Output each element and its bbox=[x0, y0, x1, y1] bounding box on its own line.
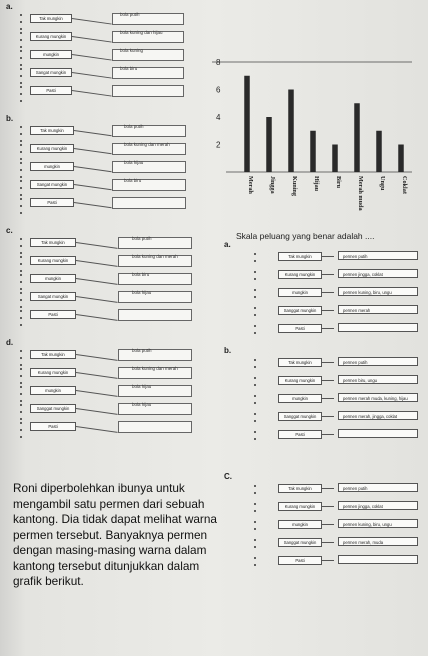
section-b bbox=[8, 116, 208, 216]
section-letter: a. bbox=[6, 2, 13, 11]
y-tick-label: 6 bbox=[216, 85, 221, 95]
y-tick-label: 8 bbox=[216, 58, 221, 67]
option-letter: b. bbox=[224, 346, 232, 355]
option-answer-text: permen jingga, coklat bbox=[338, 501, 418, 510]
option-answer-text: permen merah muda, kuning, hijau bbox=[338, 393, 418, 402]
option-answer-text: permen putih bbox=[338, 357, 418, 366]
answer-box[interactable] bbox=[118, 385, 192, 397]
probability-label-box: Tak mungkin bbox=[278, 484, 322, 493]
probability-label-box: mungkin bbox=[278, 394, 322, 403]
scale-dots bbox=[20, 86, 22, 107]
option-answer-text: permen jingga, coklat bbox=[338, 269, 418, 278]
section-d bbox=[8, 340, 208, 440]
candy-bar-chart bbox=[212, 52, 418, 226]
category-label: Hijau bbox=[313, 176, 320, 192]
connector-line bbox=[74, 184, 112, 190]
option-answer-text bbox=[338, 555, 418, 564]
scale-item-text: bola biru bbox=[124, 178, 142, 183]
probability-label-box: Kurang mungkin bbox=[278, 376, 322, 385]
connector-line bbox=[76, 390, 118, 397]
scale-dots bbox=[254, 271, 256, 285]
option-letter: C. bbox=[224, 472, 232, 481]
option-c bbox=[224, 472, 422, 578]
bar bbox=[288, 90, 294, 173]
scale-item-text: bola kuning bbox=[120, 48, 144, 53]
bar bbox=[244, 76, 250, 172]
section-letter: b. bbox=[6, 114, 14, 123]
paragraph-line: dengan masing-masing warna dalam bbox=[13, 543, 207, 557]
paragraph-line: permen tersebut. Banyaknya permen bbox=[13, 527, 208, 542]
scale-dots bbox=[254, 289, 256, 303]
option-answer-text: permen merah, muda bbox=[338, 537, 418, 546]
answer-box[interactable] bbox=[118, 421, 192, 433]
bar bbox=[332, 145, 338, 173]
section-a bbox=[8, 4, 208, 102]
scale-dots bbox=[254, 557, 256, 571]
section-letter: c. bbox=[6, 226, 13, 235]
paragraph-line: mengambil satu permen dari sebuah bbox=[13, 496, 205, 511]
probability-label-box: mungkin bbox=[30, 386, 76, 395]
probability-label-box: Pasti bbox=[278, 324, 322, 333]
bar bbox=[266, 117, 272, 172]
category-label: Biru bbox=[335, 176, 342, 189]
scale-dots bbox=[254, 307, 256, 321]
connector-line bbox=[74, 130, 112, 136]
connector-line bbox=[76, 296, 118, 303]
scale-dots bbox=[254, 253, 256, 267]
scale-dots bbox=[20, 198, 22, 219]
option-b bbox=[224, 346, 422, 444]
connector-line bbox=[322, 256, 334, 257]
probability-label-box: Pasti bbox=[30, 422, 76, 431]
bar bbox=[354, 103, 360, 172]
connector-line bbox=[322, 380, 334, 381]
probability-label-box: Tak mungkin bbox=[278, 252, 322, 261]
question-text: Skala peluang yang benar adalah .... bbox=[236, 231, 375, 241]
category-label: Merah bbox=[247, 176, 254, 194]
bar bbox=[376, 131, 382, 172]
option-answer-text: permen merah, jingga, coklat bbox=[338, 411, 418, 420]
probability-label-box: Tak mungkin bbox=[278, 358, 322, 367]
option-answer-text: permen putih bbox=[338, 251, 418, 260]
section-letter: d. bbox=[6, 338, 14, 347]
probability-label-box: Sanggat mungkin bbox=[30, 404, 76, 413]
connector-line bbox=[76, 242, 118, 249]
option-answer-text bbox=[338, 323, 418, 332]
probability-label-box: Pasti bbox=[278, 430, 322, 439]
answer-box[interactable] bbox=[112, 85, 184, 97]
connector-line bbox=[322, 524, 334, 525]
probability-label-box: mungkin bbox=[30, 162, 74, 171]
probability-label-box: Tak mungkin bbox=[30, 350, 76, 359]
connector-line bbox=[74, 202, 112, 208]
scale-item-text: bola putih bbox=[132, 236, 152, 241]
answer-box[interactable] bbox=[112, 197, 186, 209]
option-letter: a. bbox=[224, 240, 231, 249]
probability-label-box: mungkin bbox=[278, 520, 322, 529]
scale-dots bbox=[254, 413, 256, 427]
scale-dots bbox=[254, 485, 256, 499]
scale-item-text: bola putih bbox=[124, 124, 144, 129]
option-answer-text: permen kuning, biru, ungu bbox=[338, 519, 418, 528]
connector-line bbox=[322, 542, 334, 543]
probability-label-box: Pasti bbox=[30, 198, 74, 207]
scale-item-text: bola hijau bbox=[132, 402, 152, 407]
category-label: Coklat bbox=[401, 176, 408, 194]
scale-dots bbox=[254, 431, 256, 445]
scale-dots bbox=[254, 539, 256, 553]
option-a bbox=[224, 240, 422, 338]
scale-dots bbox=[254, 503, 256, 517]
y-tick-label: 2 bbox=[216, 140, 221, 150]
scale-item-text: bola biru bbox=[120, 66, 138, 71]
connector-line bbox=[76, 354, 118, 361]
connector-line bbox=[76, 314, 118, 321]
bar bbox=[310, 131, 316, 172]
answer-box[interactable] bbox=[118, 273, 192, 285]
connector-line bbox=[74, 148, 112, 154]
probability-label-box: Pasti bbox=[30, 86, 72, 95]
probability-label-box: Sangat mungkin bbox=[30, 180, 74, 189]
scale-dots bbox=[20, 422, 22, 443]
option-answer-text: permen biru, ungu bbox=[338, 375, 418, 384]
probability-label-box: Tak mungkin bbox=[30, 14, 72, 23]
scale-item-text: bola kuning dan merah bbox=[132, 366, 178, 371]
connector-line bbox=[322, 292, 334, 293]
connector-line bbox=[76, 260, 118, 267]
connector-line bbox=[322, 362, 334, 363]
scale-dots bbox=[254, 359, 256, 373]
paragraph-line: kantong tersebut ditunjukkan dalam bbox=[13, 558, 200, 573]
scale-item-text: bola biru bbox=[132, 272, 150, 277]
option-answer-text: permen merah bbox=[338, 305, 418, 314]
paragraph-line: kantong. Dia tidak dapat melihat warna bbox=[13, 512, 217, 526]
probability-label-box: Tak mungkin bbox=[30, 126, 74, 135]
probability-label-box: Kurang mungkin bbox=[278, 270, 322, 279]
connector-line bbox=[322, 434, 334, 435]
scale-item-text: bola hijau bbox=[132, 290, 152, 295]
probability-label-box: Sangat mungkin bbox=[30, 68, 72, 77]
option-answer-text: permen putih bbox=[338, 483, 418, 492]
connector-line bbox=[72, 36, 112, 43]
category-label: Jingga bbox=[269, 176, 276, 194]
connector-line bbox=[72, 72, 112, 79]
connector-line bbox=[322, 310, 334, 311]
scale-item-text: bola hijau bbox=[124, 160, 144, 165]
probability-label-box: Kurang mungkin bbox=[30, 368, 76, 377]
connector-line bbox=[72, 54, 112, 61]
probability-label-box: Sanggat mungkin bbox=[278, 412, 322, 421]
section-c bbox=[8, 228, 208, 328]
problem-paragraph bbox=[13, 481, 227, 590]
answer-box[interactable] bbox=[118, 349, 192, 361]
connector-line bbox=[322, 274, 334, 275]
scale-dots bbox=[254, 377, 256, 391]
option-answer-text bbox=[338, 429, 418, 438]
connector-line bbox=[322, 328, 334, 329]
connector-line bbox=[322, 560, 334, 561]
probability-label-box: Kurang mungkin bbox=[30, 32, 72, 41]
scale-dots bbox=[254, 395, 256, 409]
probability-label-box: Kurang mungkin bbox=[30, 144, 74, 153]
answer-box[interactable] bbox=[118, 291, 192, 303]
scale-item-text: bola putih bbox=[132, 348, 152, 353]
scale-item-text: bola hijau bbox=[132, 384, 152, 389]
scale-item-text: bola kuning dan merah bbox=[124, 142, 170, 147]
paragraph-line: Roni diperbolehkan ibunya untuk bbox=[13, 481, 185, 495]
probability-label-box: mungkin bbox=[278, 288, 322, 297]
category-label: Kuning bbox=[291, 176, 298, 196]
probability-label-box: Sangat mungkin bbox=[30, 292, 76, 301]
connector-line bbox=[76, 372, 118, 379]
connector-line bbox=[76, 408, 118, 415]
probability-label-box: Sanggat mungkin bbox=[278, 538, 322, 547]
probability-label-box: Tak mungkin bbox=[30, 238, 76, 247]
probability-label-box: mungkin bbox=[30, 274, 76, 283]
connector-line bbox=[72, 18, 112, 25]
probability-label-box: Sanggat mungkin bbox=[278, 306, 322, 315]
scale-dots bbox=[254, 325, 256, 339]
option-answer-text: permen kuning, biru, ungu bbox=[338, 287, 418, 296]
probability-label-box: Pasti bbox=[30, 310, 76, 319]
answer-box[interactable] bbox=[118, 309, 192, 321]
bar bbox=[398, 145, 404, 173]
paragraph-line: grafik berikut. bbox=[13, 574, 84, 588]
category-label: Merah muda bbox=[357, 176, 364, 211]
connector-line bbox=[322, 398, 334, 399]
scale-item-text: bola kuning dan merah bbox=[132, 254, 178, 259]
answer-box[interactable] bbox=[118, 403, 192, 415]
answer-box[interactable] bbox=[118, 237, 192, 249]
scale-item-text: bola kuning dan hijau bbox=[120, 30, 163, 35]
y-tick-label: 4 bbox=[216, 113, 221, 122]
probability-label-box: Kurang mungkin bbox=[30, 256, 76, 265]
scale-item-text: bola putih bbox=[120, 12, 140, 17]
scale-dots bbox=[254, 521, 256, 535]
category-label: Ungu bbox=[379, 176, 386, 191]
probability-label-box: mungkin bbox=[30, 50, 72, 59]
connector-line bbox=[322, 506, 334, 507]
connector-line bbox=[76, 426, 118, 433]
connector-line bbox=[74, 166, 112, 172]
connector-line bbox=[322, 488, 334, 489]
connector-line bbox=[76, 278, 118, 285]
connector-line bbox=[72, 90, 112, 97]
connector-line bbox=[322, 416, 334, 417]
probability-label-box: Kurang mungkin bbox=[278, 502, 322, 511]
probability-label-box: Pasti bbox=[278, 556, 322, 565]
scale-dots bbox=[20, 310, 22, 331]
